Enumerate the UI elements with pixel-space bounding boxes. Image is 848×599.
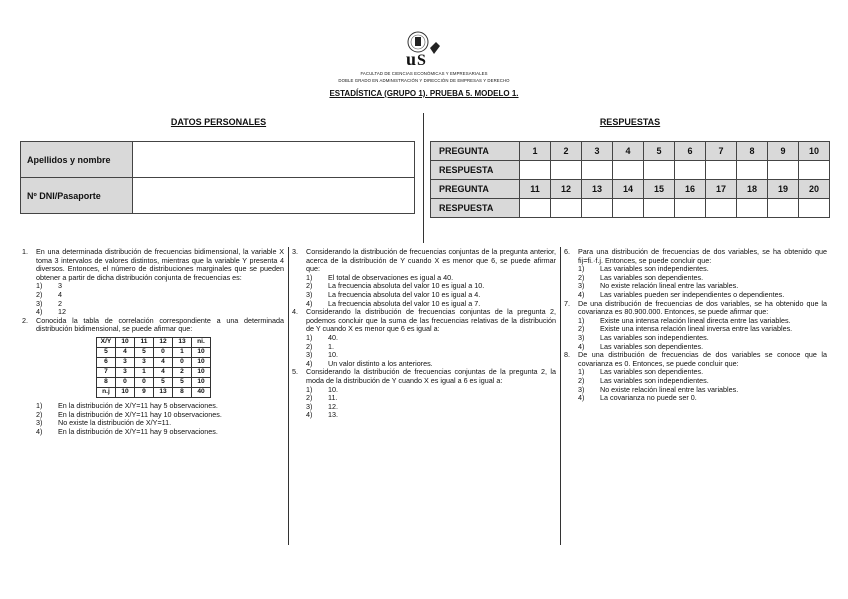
option[interactable]: 4) Las variables son dependientes. — [578, 341, 704, 351]
answer-cell[interactable] — [520, 161, 551, 180]
table-header-cell: 11 — [135, 337, 154, 347]
question-number: 20 — [799, 180, 830, 199]
option[interactable]: 1) 3 — [36, 281, 62, 291]
option[interactable]: 3) 2 — [36, 298, 62, 308]
question-number: 8. — [564, 350, 570, 360]
question-number: 3 — [582, 142, 613, 161]
faculty-name: FACULTAD DE CIENCIAS ECONÓMICAS Y EMPRESARIALES — [360, 71, 488, 76]
question-text: En una determinada distribución de frecuencias bidimensional, la variable X toma 3 intervalos de valores distintos, mientras que la variable Y presenta 4 diversos. Entonces, el número de distribuciones marginales que se pueden obtener a partir de dicha distribución conjunta de frecuencias es: — [36, 247, 284, 282]
answer-cell[interactable] — [551, 161, 582, 180]
id-label: Nº DNI/Pasaporte — [21, 178, 133, 214]
option[interactable]: 3) 12. — [306, 401, 338, 411]
answer-cell[interactable] — [737, 161, 768, 180]
table-header-cell: 12 — [154, 337, 173, 347]
name-field[interactable] — [133, 142, 415, 178]
table-cell: 8 — [173, 387, 192, 397]
svg-text:S: S — [417, 52, 426, 68]
questions-column-3 — [564, 248, 827, 403]
answers-title: RESPUESTAS — [599, 117, 661, 127]
option[interactable]: 2) Las variables son independientes. — [578, 375, 709, 385]
answer-cell[interactable] — [613, 199, 644, 218]
answer-cell[interactable] — [737, 199, 768, 218]
table-cell: 5 — [97, 347, 116, 357]
question-text: Para una distribución de frecuencias de dos variables, se ha obtenido que fij=fi.·f.j. Entonces, se puede concluir que: — [578, 247, 827, 265]
option[interactable]: 2) Existe una intensa relación lineal inversa entre las variables. — [578, 324, 793, 334]
table-cell: 4 — [154, 367, 173, 377]
table-cell: 10 — [192, 347, 211, 357]
personal-data-table — [20, 141, 415, 214]
correlation-table — [96, 337, 211, 398]
table-cell: 4 — [116, 347, 135, 357]
table-header-cell: 13 — [173, 337, 192, 347]
option[interactable]: 2) Las variables son dependientes. — [578, 272, 704, 282]
option[interactable]: 4) En la distribución de X/Y=11 hay 9 observaciones. — [36, 426, 218, 436]
option[interactable]: 3) No existe relación lineal entre las variables. — [578, 281, 739, 291]
question-number: 7. — [564, 298, 570, 308]
option[interactable]: 4) La frecuencia absoluta del valor 10 es igual a 7. — [306, 298, 481, 308]
table-cell: n.j — [97, 387, 116, 397]
table-cell: 5 — [173, 377, 192, 387]
svg-text:u: u — [406, 49, 417, 68]
question-label: PREGUNTA — [431, 142, 520, 161]
answer-cell[interactable] — [706, 161, 737, 180]
answer-cell[interactable] — [582, 161, 613, 180]
question-number: 6 — [675, 142, 706, 161]
answer-cell[interactable] — [768, 161, 799, 180]
question-text: De una distribución de frecuencias de dos variables se conoce que la covarianza es 0. Entonces, se puede concluir que: — [578, 350, 827, 368]
exam-title: ESTADÍSTICA (GRUPO 1). PRUEBA 5. MODELO 1. — [329, 89, 519, 98]
question-number: 15 — [644, 180, 675, 199]
table-cell: 8 — [97, 377, 116, 387]
table-cell: 3 — [116, 367, 135, 377]
question-3 — [292, 248, 556, 308]
option[interactable]: 3) No existe la distribución de X/Y=11. — [36, 418, 172, 428]
option[interactable]: 2) 1. — [306, 341, 334, 351]
answer-cell[interactable] — [582, 199, 613, 218]
option[interactable]: 4) Un valor distinto a los anteriores. — [306, 358, 433, 368]
table-cell: 3 — [135, 357, 154, 367]
answer-cell[interactable] — [520, 199, 551, 218]
question-number: 3. — [292, 247, 298, 256]
option[interactable]: 1) Las variables son independientes. — [578, 264, 709, 274]
question-number: 9 — [768, 142, 799, 161]
table-cell: 13 — [154, 387, 173, 397]
table-header-cell: 10 — [116, 337, 135, 347]
question-number: 17 — [706, 180, 737, 199]
table-cell: 0 — [154, 347, 173, 357]
answer-cell[interactable] — [644, 199, 675, 218]
question-number: 13 — [582, 180, 613, 199]
answer-cell[interactable] — [799, 161, 830, 180]
table-cell: 10 — [192, 377, 211, 387]
table-cell: 10 — [192, 357, 211, 367]
question-number: 1 — [520, 142, 551, 161]
option[interactable]: 1) Las variables son dependientes. — [578, 367, 704, 377]
table-cell: 9 — [135, 387, 154, 397]
question-number: 5. — [292, 367, 298, 377]
column-divider — [288, 247, 289, 545]
option[interactable]: 4) Las variables pueden ser independientes o dependientes. — [578, 289, 785, 299]
university-logo — [396, 28, 448, 68]
question-8 — [564, 351, 827, 403]
table-cell: 4 — [154, 357, 173, 367]
question-number: 6. — [564, 247, 570, 256]
question-number: 18 — [737, 180, 768, 199]
table-header-cell: ni. — [192, 337, 211, 347]
table-cell: 10 — [192, 367, 211, 377]
option[interactable]: 3) Las variables son independientes. — [578, 332, 709, 342]
question-number: 8 — [737, 142, 768, 161]
answer-cell[interactable] — [706, 199, 737, 218]
question-6 — [564, 248, 827, 300]
table-cell: 3 — [116, 357, 135, 367]
degree-name: DOBLE GRADO EN ADMINISTRACIÓN Y DIRECCIÓN DE EMPRESAS Y DERECHO — [338, 78, 510, 83]
table-cell: 0 — [116, 377, 135, 387]
question-number: 2 — [551, 142, 582, 161]
option[interactable]: 3) 10. — [306, 350, 338, 360]
answer-cell[interactable] — [644, 161, 675, 180]
table-cell: 10 — [116, 387, 135, 397]
column-divider — [560, 247, 561, 545]
question-1 — [22, 248, 284, 317]
option[interactable]: 1) El total de observaciones es igual a 40. — [306, 272, 454, 282]
question-4 — [292, 308, 556, 368]
option[interactable]: 2) La frecuencia absoluta del valor 10 es igual a 10. — [306, 281, 485, 291]
answer-cell[interactable] — [675, 199, 706, 218]
question-label: PREGUNTA — [431, 180, 520, 199]
option[interactable]: 1) Existe una intensa relación lineal directa entre las variables. — [578, 315, 791, 325]
table-cell: 1 — [173, 347, 192, 357]
question-number: 4. — [292, 307, 298, 317]
question-number: 5 — [644, 142, 675, 161]
question-number: 10 — [799, 142, 830, 161]
option[interactable]: 3) La frecuencia absoluta del valor 10 es igual a 4. — [306, 289, 481, 299]
option[interactable]: 1) En la distribución de X/Y=11 hay 5 observaciones. — [36, 400, 218, 410]
table-cell: 5 — [135, 347, 154, 357]
question-text: Considerando la distribución de frecuencias conjuntas de la pregunta 2, podemos concluir que la suma de las frecuencias relativas de la distribución de Y cuando X es menor que 6 es igual a: — [306, 307, 556, 334]
question-text: Considerando la distribución de frecuencias conjuntas de la pregunta 2, la moda de la distribución de Y cuando X es igual a 6 es igual a: — [306, 367, 556, 385]
option[interactable]: 4) La covarianza no puede ser 0. — [578, 393, 697, 403]
question-number: 1. — [22, 247, 28, 256]
question-text: De una distribución de frecuencias de dos variables, se ha obtenido que la covarianza es 80.900.000. Entonces, se puede afirmar que: — [578, 298, 827, 317]
table-header-cell: X/Y — [97, 337, 116, 347]
question-number: 12 — [551, 180, 582, 199]
option[interactable]: 1) 10. — [306, 384, 338, 394]
question-5 — [292, 368, 556, 420]
question-text: Considerando la distribución de frecuencias conjuntas de la pregunta anterior, acerca de la distribución de Y cuando X es menor que 6, se puede afirmar que: — [306, 247, 556, 274]
answer-cell[interactable] — [613, 161, 644, 180]
top-divider — [423, 113, 424, 243]
option[interactable]: 2) 4 — [36, 289, 62, 299]
answer-cell[interactable] — [675, 161, 706, 180]
question-number: 11 — [520, 180, 551, 199]
answer-cell[interactable] — [551, 199, 582, 218]
id-field[interactable] — [133, 178, 415, 214]
answer-cell[interactable] — [799, 199, 830, 218]
option[interactable]: 3) No existe relación lineal entre las variables. — [578, 384, 739, 394]
table-cell: 0 — [135, 377, 154, 387]
question-2 — [22, 317, 284, 437]
table-cell: 0 — [173, 357, 192, 367]
question-text: Conocida la tabla de correlación correspondiente a una determinada distribución bidimensional, se puede afirmar que: — [36, 315, 284, 334]
name-label: Apellidos y nombre — [21, 142, 133, 178]
option[interactable]: 2) En la distribución de X/Y=11 hay 10 observaciones. — [36, 409, 222, 419]
question-number: 2. — [22, 315, 28, 325]
table-cell: 2 — [173, 367, 192, 377]
answer-label: RESPUESTA — [431, 161, 520, 180]
table-cell: 1 — [135, 367, 154, 377]
table-cell: 5 — [154, 377, 173, 387]
option[interactable]: 4) 13. — [306, 410, 338, 420]
question-number: 4 — [613, 142, 644, 161]
question-number: 7 — [706, 142, 737, 161]
personal-data-title: DATOS PERSONALES — [170, 117, 267, 127]
answer-cell[interactable] — [768, 199, 799, 218]
answers-table — [430, 141, 830, 218]
question-7 — [564, 300, 827, 352]
questions-column-1 — [22, 248, 284, 436]
question-number: 19 — [768, 180, 799, 199]
answer-label: RESPUESTA — [431, 199, 520, 218]
questions-column-2 — [292, 248, 556, 420]
question-number: 16 — [675, 180, 706, 199]
question-number: 14 — [613, 180, 644, 199]
table-cell: 40 — [192, 387, 211, 397]
option[interactable]: 2) 11. — [306, 393, 338, 403]
table-cell: 7 — [97, 367, 116, 377]
option[interactable]: 1) 40. — [306, 332, 338, 342]
option[interactable]: 4) 12 — [36, 307, 66, 317]
table-cell: 6 — [97, 357, 116, 367]
